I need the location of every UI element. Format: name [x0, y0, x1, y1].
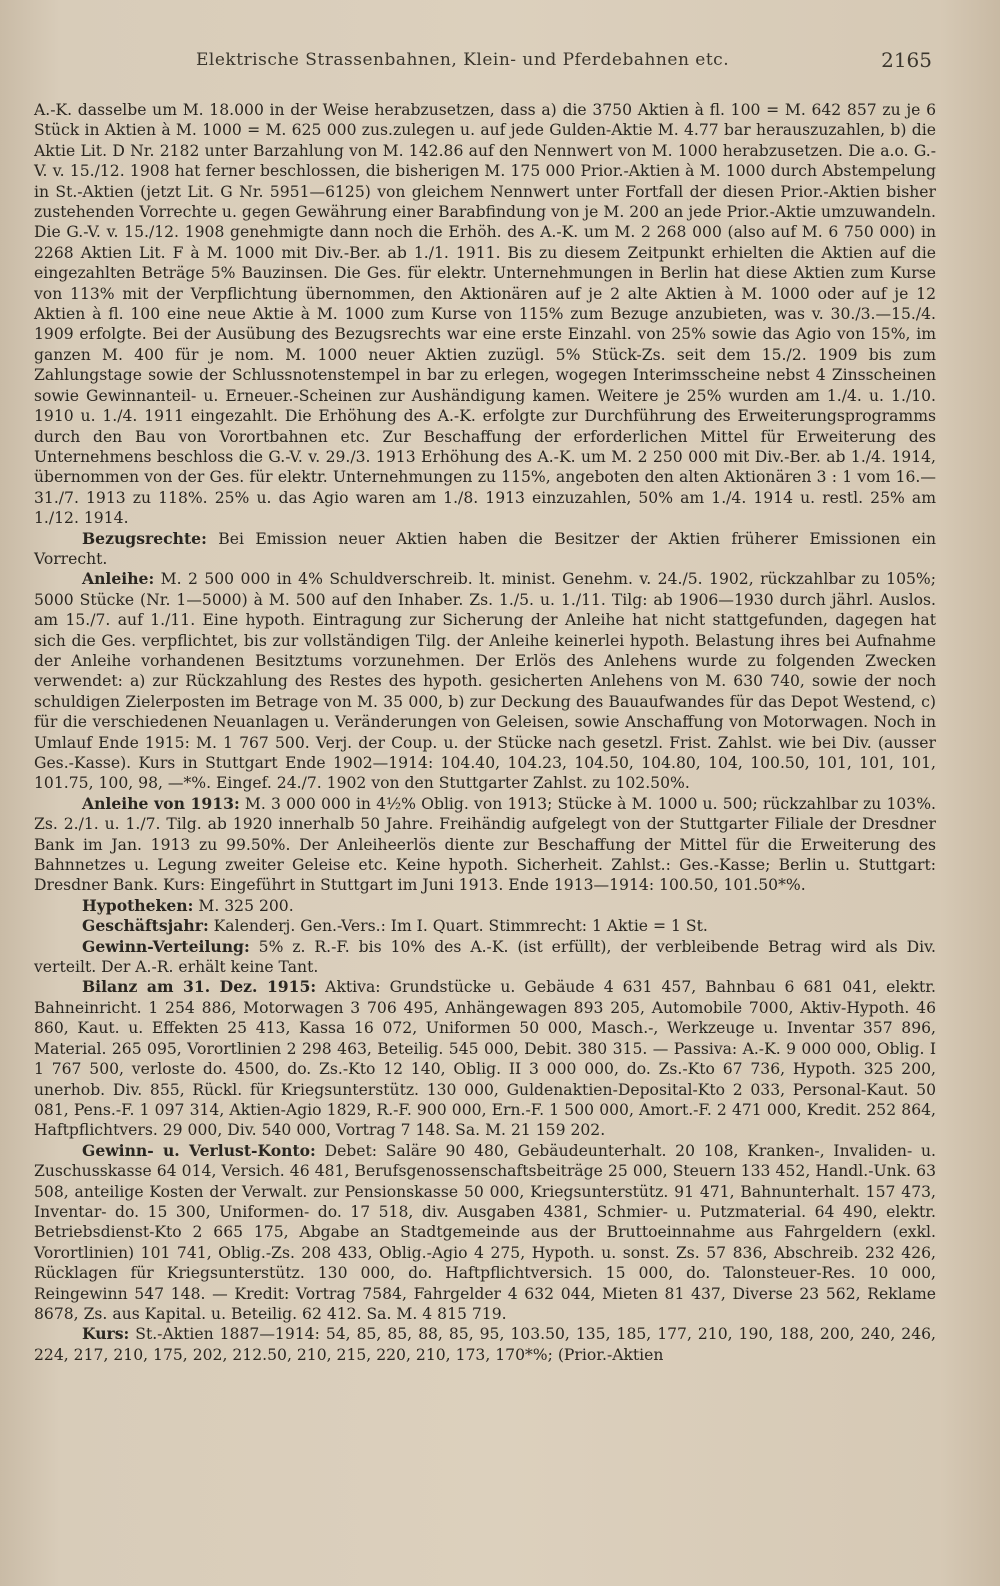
section-text: Debet: Saläre 90 480, Gebäudeunterhalt. 20 108, Kranken-, Invaliden- u. Zuschusskasse 64 014, Versich. 46 481, Berufsgenossenschaftsbeiträge 25 000, Steuern 133 452, Handl.-Unk. 63 508, anteilige Kosten der Verwalt. zur Pensionskasse 50 000, Kriegsunterstütz. 91 471, Bahnunterhalt. 157 473, Inventar- do. 15 300, Uniformen- do. 17 518, div. Ausgaben 4381, Schmier- u. Putzmaterial. 64 490, elektr. Betriebsdienst-Kto 2 665 175, Abgabe an Stadtgemeinde aus der Bruttoeinnahme aus Fahrgeldern (exkl. Vorortlinien) 101 741, Oblig.-Zs. 208 433, Oblig.-Agio 4 275, Hypoth. u. sonst. Zs. 57 836, Abschreib. 232 426, Rücklagen für Kriegsunterstütz. 130 000, do. Haftpflichtversich. 15 000, do. Talonsteuer-Res. 10 000, Reingewinn 547 148. — Kredit: Vortrag 7584, Fahrgelder 4 632 044, Mieten 81 437, Diverse 23 562, Reklame 8678, Zs. aus Kapital. u. Beteilig. 62 412. Sa. M. 4 815 719. [34, 1141, 936, 1323]
section-label: Kurs: [82, 1324, 130, 1344]
section-text: M. 325 200. [193, 896, 294, 915]
paragraph [34, 896, 936, 916]
section-label: Bilanz am 31. Dez. 1915: [82, 977, 317, 997]
section-text: M. 2 500 000 in 4% Schuldverschreib. lt. minist. Genehm. v. 24./5. 1902, rückzahlbar zu 105%; 5000 Stücke (Nr. 1—5000) à M. 500 auf den Inhaber. Zs. 1./5. u. 1./11. Tilg: ab 1906—1930 durch jährl. Auslos. am 15./7. auf 1./11. Eine hypoth. Eintragung zur Sicherung der Anleihe hat nicht stattgefunden, dagegen hat sich die Ges. verpflichtet, bis zur vollständigen Tilg. der Anleihe keinerlei hypoth. Belastung ihres bei Aufnahme der Anleihe vorhandenen Besitztums vorzunehmen. Der Erlös des Anlehens wurde zu folgenden Zwecken verwendet: a) zur Rückzahlung des Restes des hypoth. gesicherten Anlehens von M. 630 740, sowie der noch schuldigen Zielerposten im Betrage von M. 35 000, b) zur Deckung des Bauaufwandes für das Depot Westend, c) für die verschiedenen Neuanlagen u. Veränderungen von Geleisen, sowie Anschaffung von Motorwagen. Noch in Umlauf Ende 1915: M. 1 767 500. Verj. der Coup. u. der Stücke nach gesetzl. Frist. Zahlst. wie bei Div. (ausser Ges.-Kasse). Kurs in Stuttgart Ende 1902—1914: 104.40, 104.23, 104.50, 104.80, 104, 100.50, 101, 101, 101, 101.75, 100, 98, —*%. Eingef. 24./7. 1902 von den Stuttgarter Zahlst. zu 102.50%. [34, 570, 936, 793]
section-text: Aktiva: Grundstücke u. Gebäude 4 631 457, Bahnbau 6 681 041, elektr. Bahneinricht. 1 254 886, Motorwagen 3 706 495, Anhängewagen 893 205, Automobile 7000, Aktiv-Hypoth. 46 860, Kaut. u. Effekten 25 413, Kassa 16 072, Uniformen 50 000, Masch.-, Werkzeuge u. Inventar 357 896, Material. 265 095, Vorortlinien 2 298 463, Beteilig. 545 000, Debit. 380 315. — Passiva: A.-K. 9 000 000, Oblig. I 1 767 500, verloste do. 4500, do. Zs.-Kto 12 140, Oblig. II 3 000 000, do. Zs.-Kto 67 736, Hypoth. 325 200, unerhob. Div. 855, Rückl. für Kriegsunterstütz. 130 000, Guldenaktien-Deposital-Kto 2 033, Personal-Kaut. 50 081, Pens.-F. 1 097 314, Aktien-Agio 1829, R.-F. 900 000, Ern.-F. 1 500 000, Amort.-F. 2 471 000, Kredit. 252 864, Haftpflichtvers. 29 000, Div. 540 000, Vortrag 7 148. Sa. M. 21 159 202. [34, 978, 936, 1140]
paragraph [34, 977, 936, 1140]
section-label: Geschäftsjahr: [82, 916, 209, 936]
body-text [34, 100, 936, 1365]
section-label: Gewinn-Verteilung: [82, 936, 250, 956]
section-label: Bezugsrechte: [82, 528, 207, 548]
paragraph [34, 916, 936, 936]
paragraph [34, 569, 936, 793]
section-text: Bei Emission neuer Aktien haben die Besitzer der Aktien früherer Emissionen ein Vorrecht. [34, 529, 936, 568]
paragraph [34, 529, 936, 570]
page-number: 2165 [881, 48, 932, 72]
capital-history-text: A.-K. dasselbe um M. 18.000 in der Weise herabzusetzen, dass a) die 3750 Aktien à fl. 100 = M. 642 857 zu je 6 Stück in Aktien à M. 1000 = M. 625 000 zus.zulegen u. auf jede Gulden-Aktie M. 4.77 bar herauszuzahlen, b) die Aktie Lit. D Nr. 2182 unter Barzahlung von M. 142.86 auf den Nennwert von M. 1000 herabzusetzen. Die a.o. G.-V. v. 15./12. 1908 hat ferner beschlossen, die bisherigen M. 175 000 Prior.-Aktien à M. 1000 durch Abstempelung in St.-Aktien (jetzt Lit. G Nr. 5951—6125) von gleichem Nennwert unter Fortfall der diesen Prior.-Aktien bisher zustehenden Vorrechte u. gegen Gewährung einer Barabfindung von je M. 200 an jede Prior.-Aktie umzuwandeln. Die G.-V. v. 15./12. 1908 genehmigte dann noch die Erhöh. des A.-K. um M. 2 268 000 (also auf M. 6 750 000) in 2268 Aktien Lit. F à M. 1000 mit Div.-Ber. ab 1./1. 1911. Bis zu diesem Zeitpunkt erhielten die Aktien auf die eingezahlten Beträge 5% Bauzinsen. Die Ges. für elektr. Unternehmungen in Berlin hat diese Aktien zum Kurse von 113% mit der Verpflichtung übernommen, den Aktionären auf je 2 alte Aktien à M. 1000 oder auf je 12 Aktien à fl. 100 eine neue Aktie à M. 1000 zum Kurse von 115% zum Bezuge anzubieten, was v. 30./3.—15./4. 1909 erfolgte. Bei der Ausübung des Bezugsrechts war eine erste Einzahl. von 25% sowie das Agio von 15%, im ganzen M. 400 für je nom. M. 1000 neuer Aktien zuzügl. 5% Stück-Zs. seit dem 15./2. 1909 bis zum Zahlungstage sowie der Schlussnotenstempel in bar zu erlegen, wogegen Interimsscheine nebst 4 Zinsscheinen sowie Gewinnanteil- u. Erneuer.-Scheinen zur Aushändigung kamen. Weitere je 25% wurden am 1./4. u. 1./10. 1910 u. 1./4. 1911 eingezahlt. Die Erhöhung des A.-K. erfolgte zur Durchführung des Erweiterungsprogramms durch den Bau von Vorortbahnen etc. Zur Beschaffung der erforderlichen Mittel für Erweiterung des Unternehmens beschloss die G.-V. v. 29./3. 1913 Erhöhung des A.-K. um M. 2 250 000 mit Div.-Ber. ab 1./4. 1914, übernommen von der Ges. für elektr. Unternehmungen zu 115%, angeboten den alten Aktionären 3 : 1 vom 16.—31./7. 1913 zu 118%. 25% u. das Agio waren am 1./8. 1913 einzuzahlen, 50% am 1./4. 1914 u. restl. 25% am 1./12. 1914. [34, 101, 936, 528]
paragraph [34, 100, 936, 529]
paragraph [34, 1324, 936, 1365]
section-label: Anleihe von 1913: [82, 793, 240, 813]
section-text: St.-Aktien 1887—1914: 54, 85, 85, 88, 85, 95, 103.50, 135, 185, 177, 210, 190, 188, 200, 240, 246, 224, 217, 210, 175, 202, 212.50, 210, 215, 220, 210, 173, 170*%; (Prior.-Aktien [34, 1325, 936, 1364]
section-label: Anleihe: [82, 569, 155, 589]
paragraph [34, 937, 936, 978]
section-text: 5% z. R.-F. bis 10% des A.-K. (ist erfüllt), der verbleibende Betrag wird als Div. verteilt. Der A.-R. erhält keine Tant. [34, 937, 936, 977]
paragraph [34, 1141, 936, 1325]
section-label: Gewinn- u. Verlust-Konto: [82, 1140, 316, 1160]
page-header [0, 46, 1000, 76]
running-title: Elektrische Strassenbahnen, Klein- und Pferdebahnen etc. [196, 50, 730, 70]
section-text: Kalenderj. Gen.-Vers.: Im I. Quart. Stimmrecht: 1 Aktie = 1 St. [208, 917, 708, 936]
paragraph [34, 794, 936, 896]
section-text: M. 3 000 000 in 4½% Oblig. von 1913; Stücke à M. 1000 u. 500; rückzahlbar zu 103%. Zs. 2./1. u. 1./7. Tilg. ab 1920 innerhalb 50 Jahre. Freihändig aufgelegt von der Stuttgarter Filiale der Dresdner Bank im Jan. 1913 zu 99.50%. Der Anleiheerlös diente zur Beschaffung der Mittel für die Erweiterung des Bahnnetzes u. Legung zweiter Geleise etc. Keine hypoth. Sicherheit. Zahlst.: Ges.-Kasse; Berlin u. Stuttgart: Dresdner Bank. Kurs: Eingeführt in Stuttgart im Juni 1913. Ende 1913—1914: 100.50, 101.50*%. [34, 794, 937, 895]
section-label: Hypotheken: [82, 895, 194, 915]
